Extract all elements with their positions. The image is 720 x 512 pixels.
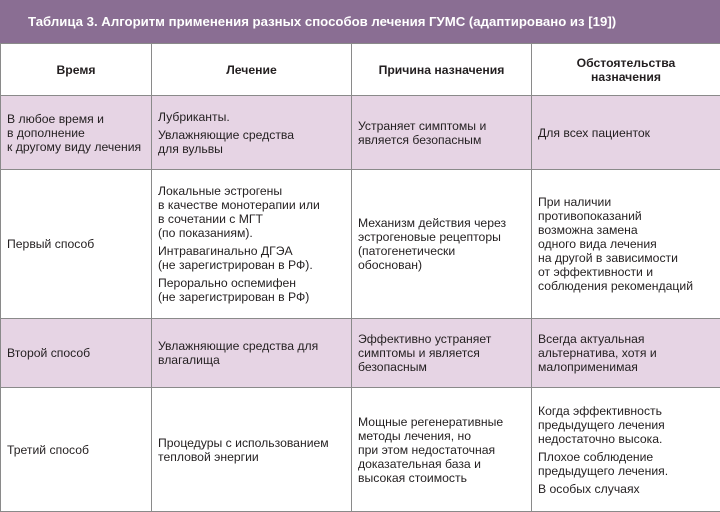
- treatment-cell: [152, 319, 352, 388]
- treatment-algorithm-table: [0, 43, 720, 512]
- column-header-treatment: Лечение: [152, 44, 352, 96]
- treatment-paragraph: Лубриканты.: [158, 109, 230, 124]
- table-row: [1, 170, 720, 319]
- treatment-cell: [152, 170, 352, 319]
- circumstances-cell: [532, 170, 720, 319]
- circumstances-paragraph: Плохое соблюдение предыдущего лечения.: [538, 449, 669, 478]
- circumstances-paragraph: В особых случаях: [538, 481, 640, 496]
- reason-cell: Мощные регенеративные методы лечения, но при этом недостаточная доказательная база и высокая стоимость: [352, 388, 532, 512]
- treatment-paragraph: Локальные эстрогены в качестве монотерапии или в сочетании с МГТ (по показаниям).: [158, 184, 320, 240]
- column-header-reason: Причина назначения: [352, 44, 532, 96]
- circumstances-cell: [532, 388, 720, 512]
- treatment-paragraph: Увлажняющие средства для влагалища: [158, 339, 319, 367]
- time-cell: Третий способ: [1, 388, 152, 512]
- time-cell: Первый способ: [1, 170, 152, 319]
- time-cell: Второй способ: [1, 319, 152, 388]
- treatment-paragraph: Интравагинально ДГЭА (не зарегистрирован в РФ).: [158, 244, 313, 272]
- column-header-circumstances: Обстоятельства назначения: [532, 44, 720, 96]
- circumstances-paragraph: При наличии противопоказаний возможна замена одного вида лечения на другой в зависимости от эффективности и соблюдения рекомендаций: [538, 195, 694, 293]
- time-cell: В любое время и в дополнение к другому виду лечения: [1, 96, 152, 170]
- circumstances-cell: [532, 319, 720, 388]
- column-header-time: Время: [1, 44, 152, 96]
- circumstances-paragraph: Всегда актуальная альтернатива, хотя и малоприменимая: [538, 332, 657, 374]
- treatment-paragraph: Процедуры с использованием тепловой энергии: [158, 435, 329, 464]
- treatment-cell: [152, 96, 352, 170]
- circumstances-cell: [532, 96, 720, 170]
- table-row: [1, 96, 720, 170]
- treatment-paragraph: Перорально оспемифен (не зарегистрирован в РФ): [158, 276, 310, 304]
- table-row: [1, 388, 720, 512]
- table-row: [1, 319, 720, 388]
- header-row: [1, 44, 720, 96]
- reason-cell: Механизм действия через эстрогеновые рецепторы (патогенетически обоснован): [352, 170, 532, 319]
- circumstances-paragraph: Когда эффективность предыдущего лечения недостаточно высока.: [538, 403, 665, 446]
- reason-cell: Эффективно устраняет симптомы и является безопасным: [352, 319, 532, 388]
- treatment-paragraph: Увлажняющие средства для вульвы: [158, 127, 295, 156]
- circumstances-paragraph: Для всех пациенток: [538, 125, 651, 140]
- table-title: Таблица 3. Алгоритм применения разных способов лечения ГУМС (адаптировано из [19]): [0, 0, 720, 43]
- treatment-cell: [152, 388, 352, 512]
- reason-cell: Устраняет симптомы и является безопасным: [352, 96, 532, 170]
